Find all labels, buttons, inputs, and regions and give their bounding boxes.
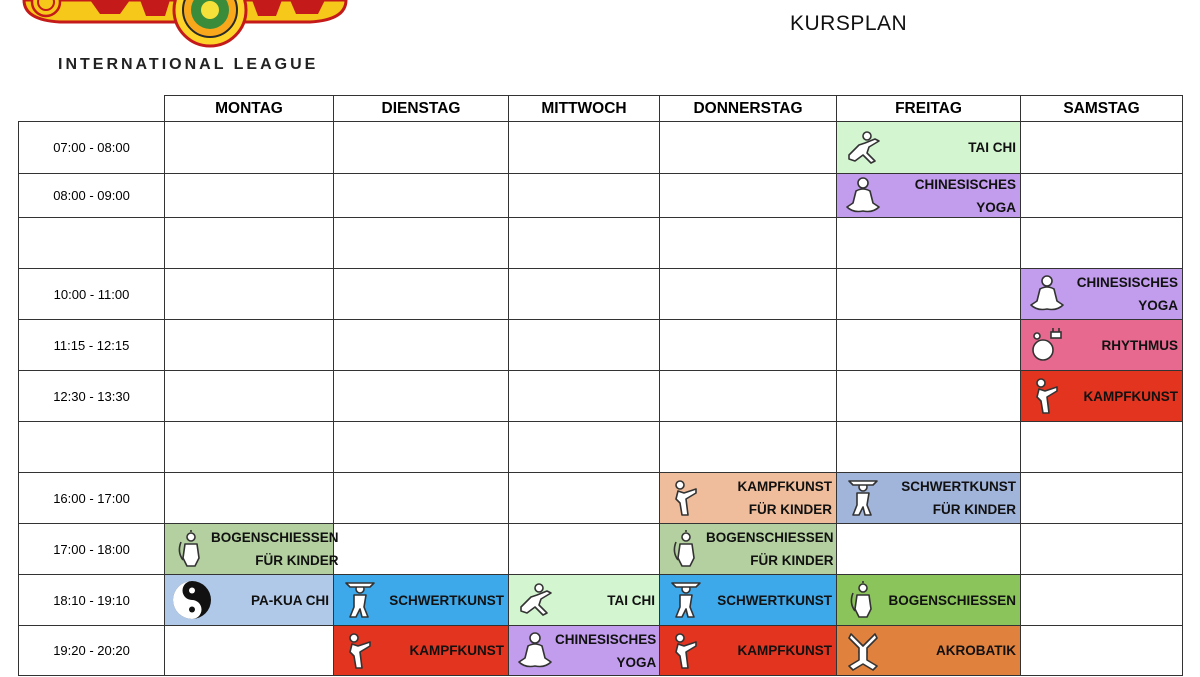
- yin-yang-icon: [171, 579, 211, 621]
- class-label: PA-KUA CHI: [251, 592, 329, 608]
- kick-figure-icon: [666, 477, 706, 519]
- schedule-cell-samstag: [1021, 122, 1183, 174]
- schedule-body: [19, 122, 1183, 676]
- class-entry[interactable]: [837, 575, 1020, 625]
- schedule-row: [19, 371, 1183, 422]
- schedule-cell-freitag: [837, 320, 1021, 371]
- meditation-figure-icon: [843, 175, 883, 217]
- schedule-cell-samstag: [1021, 269, 1183, 320]
- schedule-cell-montag: [165, 371, 334, 422]
- class-entry[interactable]: [660, 626, 836, 675]
- class-entry[interactable]: [509, 626, 659, 675]
- class-label: KAMPFKUNST: [409, 643, 504, 658]
- class-label: CHINESISCHES YOGA: [914, 176, 1016, 215]
- kick-figure-icon: [666, 630, 706, 672]
- class-entry[interactable]: [837, 122, 1020, 173]
- class-entry[interactable]: [334, 626, 508, 675]
- class-label: KAMPFKUNST: [1083, 388, 1178, 404]
- time-slot-cell: 19:20 - 20:20: [19, 626, 165, 676]
- class-entry[interactable]: [1021, 320, 1182, 370]
- schedule-cell-montag: [165, 626, 334, 676]
- schedule-cell-dienstag: [334, 575, 509, 626]
- class-label: TAI CHI: [968, 140, 1016, 155]
- acrobat-figure-icon: [843, 630, 883, 672]
- league-logo-icon: [20, 0, 350, 52]
- schedule-cell-donnerstag: [660, 269, 837, 320]
- time-slot-cell: 08:00 - 09:00: [19, 174, 165, 218]
- schedule-cell-samstag: [1021, 524, 1183, 575]
- day-header-dienstag: DIENSTAG: [334, 96, 509, 122]
- schedule-row: [19, 473, 1183, 524]
- time-slot-cell: [19, 422, 165, 473]
- schedule-row: [19, 218, 1183, 269]
- sword-figure-icon: [843, 477, 883, 519]
- tai-chi-figure-icon: [515, 579, 555, 621]
- schedule-cell-dienstag: [334, 269, 509, 320]
- class-label: SCHWERTKUNST: [389, 592, 504, 608]
- schedule-cell-freitag: [837, 122, 1021, 174]
- schedule-row: [19, 626, 1183, 676]
- schedule-cell-mittwoch: [509, 626, 660, 676]
- day-header-montag: MONTAG: [165, 96, 334, 122]
- schedule-cell-mittwoch: [509, 524, 660, 575]
- class-label: CHINESISCHES YOGA: [555, 631, 657, 670]
- schedule-cell-samstag: [1021, 320, 1183, 371]
- class-label: CHINESISCHES YOGA: [1076, 275, 1178, 313]
- schedule-cell-mittwoch: [509, 473, 660, 524]
- schedule-cell-donnerstag: [660, 473, 837, 524]
- schedule-cell-dienstag: [334, 174, 509, 218]
- schedule-table: [18, 95, 1183, 676]
- schedule-cell-freitag: [837, 422, 1021, 473]
- class-entry[interactable]: [660, 575, 836, 625]
- schedule-row: [19, 575, 1183, 626]
- day-header-freitag: FREITAG: [837, 96, 1021, 122]
- schedule-cell-freitag: [837, 524, 1021, 575]
- time-slot-cell: 17:00 - 18:00: [19, 524, 165, 575]
- class-label: SCHWERTKUNST FÜR KINDER: [901, 479, 1016, 517]
- schedule-cell-mittwoch: [509, 371, 660, 422]
- schedule-cell-dienstag: [334, 218, 509, 269]
- schedule-row: [19, 524, 1183, 575]
- schedule-cell-mittwoch: [509, 320, 660, 371]
- schedule-cell-montag: [165, 422, 334, 473]
- schedule-cell-freitag: [837, 174, 1021, 218]
- schedule-cell-donnerstag: [660, 371, 837, 422]
- schedule-cell-montag: [165, 473, 334, 524]
- time-slot-cell: 12:30 - 13:30: [19, 371, 165, 422]
- schedule-cell-dienstag: [334, 422, 509, 473]
- schedule-cell-freitag: [837, 626, 1021, 676]
- sword-figure-icon: [340, 579, 380, 621]
- schedule-row: [19, 174, 1183, 218]
- schedule-cell-donnerstag: [660, 174, 837, 218]
- schedule-cell-donnerstag: [660, 320, 837, 371]
- kick-figure-icon: [340, 630, 380, 672]
- logo-subtitle: INTERNATIONAL LEAGUE: [58, 56, 319, 73]
- schedule-cell-donnerstag: [660, 626, 837, 676]
- schedule-cell-mittwoch: [509, 575, 660, 626]
- schedule-cell-montag: [165, 269, 334, 320]
- schedule-cell-mittwoch: [509, 174, 660, 218]
- schedule-cell-freitag: [837, 473, 1021, 524]
- class-label: TAI CHI: [607, 592, 655, 608]
- class-label: SCHWERTKUNST: [717, 592, 832, 608]
- class-entry[interactable]: [837, 174, 1020, 217]
- class-entry[interactable]: [660, 524, 836, 574]
- archer-figure-icon: [666, 528, 706, 570]
- drum-music-icon: [1027, 324, 1067, 366]
- schedule-row: [19, 269, 1183, 320]
- schedule-cell-dienstag: [334, 524, 509, 575]
- class-entry[interactable]: [165, 575, 333, 625]
- meditation-figure-icon: [515, 630, 555, 672]
- class-entry[interactable]: [837, 626, 1020, 675]
- class-label: BOGENSCHIESSEN FÜR KINDER: [706, 530, 834, 568]
- schedule-cell-freitag: [837, 371, 1021, 422]
- tai-chi-figure-icon: [843, 127, 883, 169]
- meditation-figure-icon: [1027, 273, 1067, 315]
- schedule-cell-freitag: [837, 269, 1021, 320]
- schedule-row: [19, 122, 1183, 174]
- schedule-cell-samstag: [1021, 473, 1183, 524]
- schedule-cell-montag: [165, 218, 334, 269]
- schedule-cell-samstag: [1021, 218, 1183, 269]
- schedule-cell-dienstag: [334, 371, 509, 422]
- class-label: RHYTHMUS: [1101, 337, 1178, 353]
- schedule-row: [19, 422, 1183, 473]
- page-title: KURSPLAN: [790, 12, 908, 35]
- schedule-cell-donnerstag: [660, 422, 837, 473]
- class-label: BOGENSCHIESSEN: [888, 592, 1016, 608]
- schedule-cell-samstag: [1021, 422, 1183, 473]
- schedule-cell-donnerstag: [660, 524, 837, 575]
- kick-figure-icon: [1027, 375, 1067, 417]
- schedule-cell-dienstag: [334, 626, 509, 676]
- schedule-cell-freitag: [837, 575, 1021, 626]
- schedule-cell-dienstag: [334, 473, 509, 524]
- schedule-cell-mittwoch: [509, 218, 660, 269]
- schedule-cell-samstag: [1021, 371, 1183, 422]
- schedule-cell-dienstag: [334, 122, 509, 174]
- class-entry[interactable]: [660, 473, 836, 523]
- time-slot-cell: 10:00 - 11:00: [19, 269, 165, 320]
- schedule-cell-dienstag: [334, 320, 509, 371]
- schedule-cell-montag: [165, 524, 339, 575]
- schedule-cell-mittwoch: [509, 422, 660, 473]
- class-entry[interactable]: [1021, 269, 1182, 319]
- time-slot-cell: 07:00 - 08:00: [19, 122, 165, 174]
- class-entry[interactable]: [334, 575, 508, 625]
- time-slot-cell: [19, 218, 165, 269]
- class-entry[interactable]: [509, 575, 659, 625]
- day-header-mittwoch: MITTWOCH: [509, 96, 660, 122]
- time-slot-cell: 16:00 - 17:00: [19, 473, 165, 524]
- class-label: KAMPFKUNST: [737, 643, 832, 658]
- schedule-cell-freitag: [837, 218, 1021, 269]
- sword-figure-icon: [666, 579, 706, 621]
- class-label: AKROBATIK: [936, 643, 1016, 658]
- schedule-cell-samstag: [1021, 575, 1183, 626]
- time-slot-cell: 18:10 - 19:10: [19, 575, 165, 626]
- schedule-cell-samstag: [1021, 626, 1183, 676]
- class-label: KAMPFKUNST FÜR KINDER: [737, 479, 832, 517]
- class-label: BOGENSCHIESSEN FÜR KINDER: [211, 530, 339, 568]
- class-entry[interactable]: [1021, 371, 1182, 421]
- archer-figure-icon: [843, 579, 883, 621]
- schedule-cell-mittwoch: [509, 269, 660, 320]
- schedule-row: [19, 320, 1183, 371]
- schedule-cell-donnerstag: [660, 575, 837, 626]
- schedule-cell-montag: [165, 320, 334, 371]
- corner-cell: [19, 96, 165, 122]
- archer-figure-icon: [171, 528, 211, 570]
- schedule-cell-mittwoch: [509, 122, 660, 174]
- day-header-row: [19, 96, 1183, 122]
- class-entry[interactable]: [165, 524, 339, 574]
- class-entry[interactable]: [837, 473, 1020, 523]
- schedule-cell-donnerstag: [660, 218, 837, 269]
- schedule-cell-montag: [165, 575, 334, 626]
- schedule-cell-montag: [165, 122, 334, 174]
- schedule-cell-donnerstag: [660, 122, 837, 174]
- day-header-donnerstag: DONNERSTAG: [660, 96, 837, 122]
- logo: [20, 0, 350, 80]
- time-slot-cell: 11:15 - 12:15: [19, 320, 165, 371]
- schedule-cell-montag: [165, 174, 334, 218]
- day-header-samstag: SAMSTAG: [1021, 96, 1183, 122]
- schedule-cell-samstag: [1021, 174, 1183, 218]
